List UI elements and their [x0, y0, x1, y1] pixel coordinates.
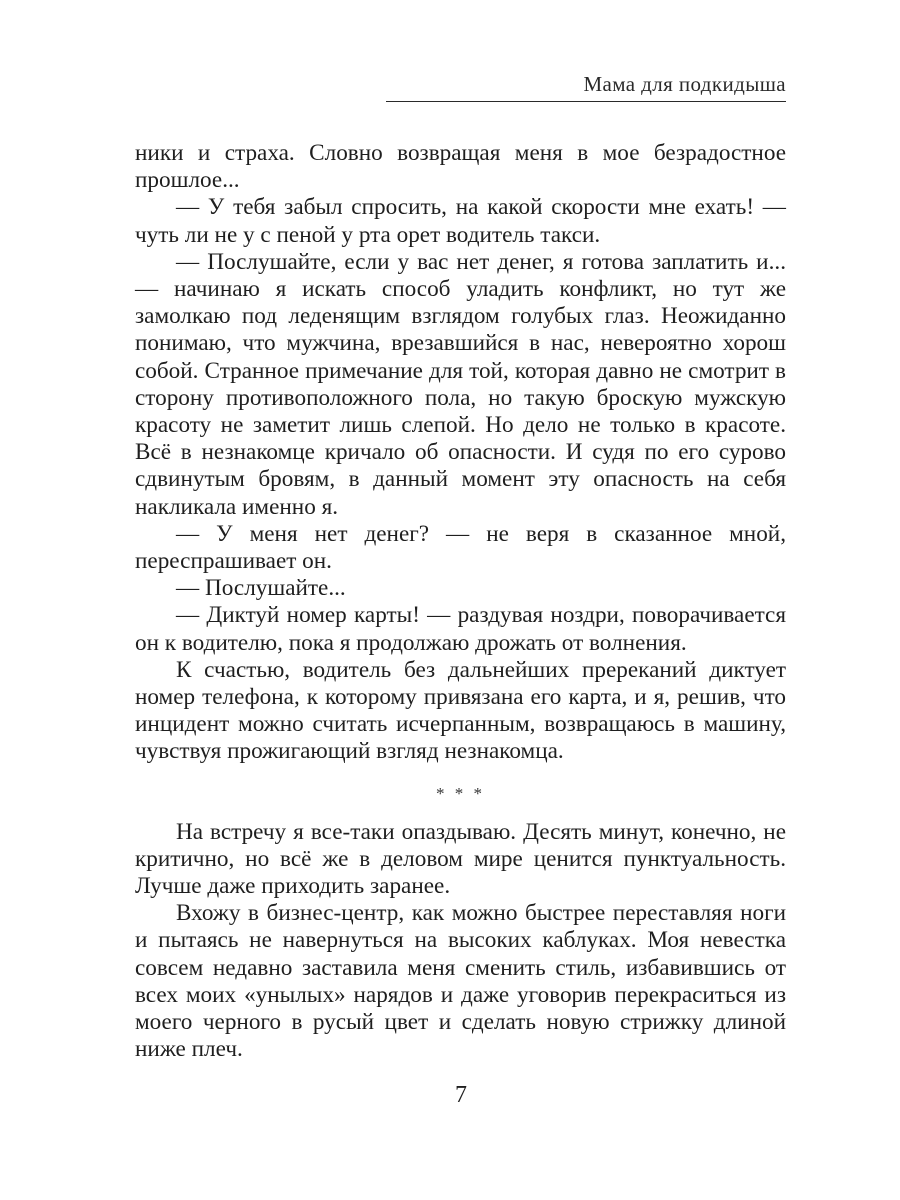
paragraph: — Диктуй номер карты! — раздувая ноздри, поворачивается он к водителю, пока я продолжаю дрожать от волнения.	[135, 602, 786, 656]
scene-break: * * *	[436, 783, 485, 803]
running-header-title: Мама для подкидыша	[583, 72, 786, 96]
paragraph: — У тебя забыл спросить, на какой скорости мне ехать! — чуть ли не у с пеной у рта орет водитель такси.	[135, 194, 786, 248]
paragraph: К счастью, водитель без дальнейших пререканий диктует номер телефона, к которому привязана его карта, и я, решив, что инцидент можно считать исчерпанным, возвращаюсь в машину, чувствуя прожигающий взгляд незнакомца.	[135, 656, 786, 765]
paragraph: На встречу я все-таки опаздываю. Десять минут, конечно, не критично, но всё же в деловом мире ценится пунктуальность. Лучше даже приходить заранее.	[135, 818, 786, 900]
page-number: 7	[455, 1082, 467, 1108]
paragraph: Вхожу в бизнес-центр, как можно быстрее переставляя ноги и пытаясь не навернуться на высоких каблуках. Моя невестка совсем недавно заставила меня сменить стиль, избавившись от всех моих «унылых» нарядов и даже уговорив перекраситься из моего черного в русый цвет и сделать новую стрижку длиной ниже плеч.	[135, 900, 786, 1063]
paragraph: — Послушайте...	[176, 575, 346, 602]
paragraph: — У меня нет денег? — не веря в сказанное мной, переспрашивает он.	[135, 520, 786, 575]
header-rule	[386, 101, 786, 102]
body-text	[135, 140, 786, 1064]
paragraph: — Послушайте, если у вас нет денег, я готова заплатить и... — начинаю я искать способ уладить конфликт, но тут же замолкаю под леденящим взглядом голубых глаз. Неожиданно понимаю, что мужчина, врезавшийся в нас, невероятно хорош собой. Странное примечание для той, которая давно не смотрит в сторону противоположного пола, но такую броскую мужскую красоту не заметит лишь слепой. Но дело не только в красоте. Всё в незнакомце кричало об опасности. И судя по его сурово сдвинутым бровям, в данный момент эту опасность на себя накликала именно я.	[135, 248, 786, 520]
paragraph-continued: ники и страха. Словно возвращая меня в мое безрадостное прошлое...	[135, 140, 786, 194]
